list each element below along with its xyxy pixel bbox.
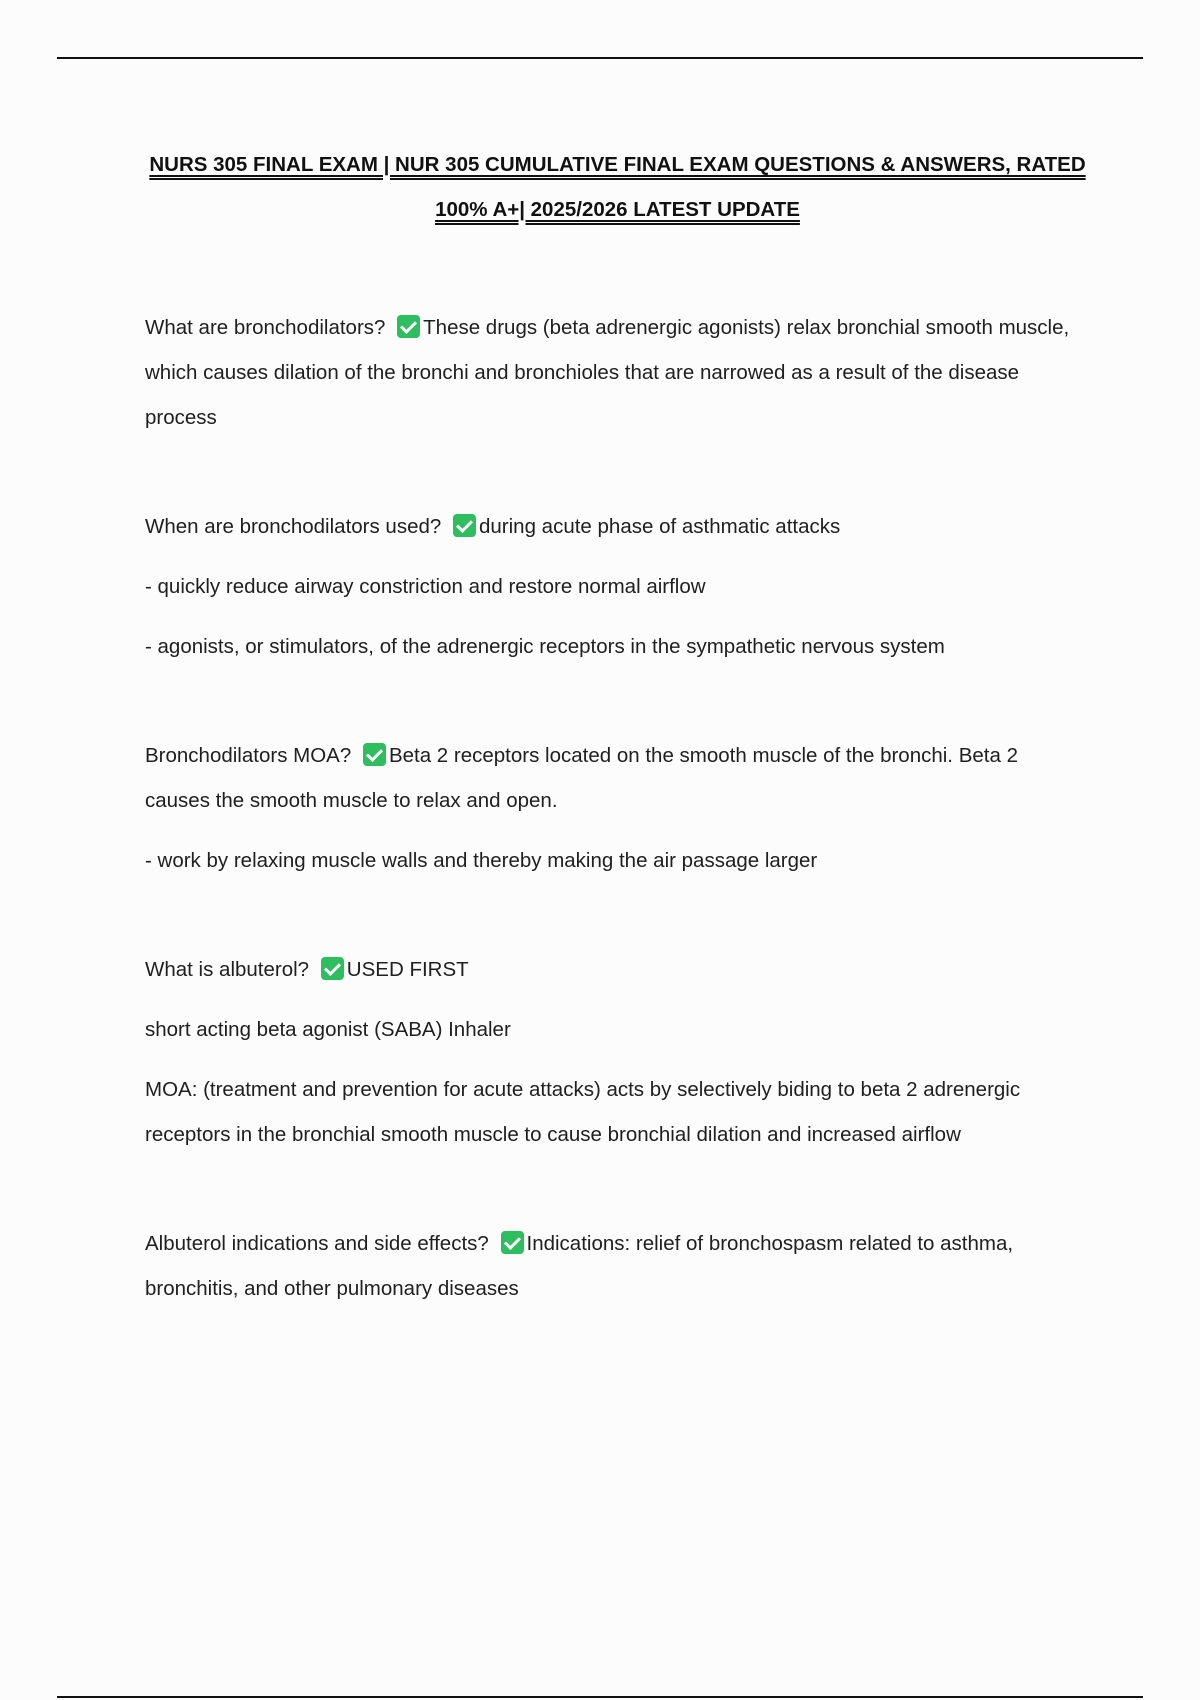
qa-item bbox=[145, 1221, 1085, 1311]
question-text: What is albuterol? bbox=[145, 958, 310, 981]
qa-list bbox=[145, 305, 1085, 1326]
answer-text: during acute phase of asthmatic attacks bbox=[479, 515, 841, 538]
answer-detail: - work by relaxing muscle walls and thereby making the air passage larger bbox=[145, 849, 818, 872]
answer-detail: MOA: (treatment and prevention for acute attacks) acts by selectively biding to beta 2 adrenergic receptors in the bronchial smooth muscle to cause bronchial dilation and increased airflow bbox=[145, 1078, 1021, 1146]
qa-question-answer bbox=[145, 504, 1085, 549]
qa-question-answer bbox=[145, 947, 1085, 992]
footer-rule bbox=[57, 1696, 1143, 1698]
question-text: Albuterol indications and side effects? bbox=[145, 1232, 489, 1255]
answer-text: These drugs (beta adrenergic agonists) relax bronchial smooth muscle, which causes dilation of the bronchi and bronchioles that are narrowed as a result of the disease process bbox=[145, 316, 1070, 429]
answer-detail: short acting beta agonist (SABA) Inhaler bbox=[145, 1018, 511, 1041]
qa-question-answer bbox=[145, 305, 1085, 440]
answer-text: Indications: relief of bronchospasm related to asthma, bronchitis, and other pulmonary diseases bbox=[145, 1232, 1014, 1300]
check-mark-icon bbox=[321, 957, 344, 980]
answer-text: Beta 2 receptors located on the smooth muscle of the bronchi. Beta 2 causes the smooth muscle to relax and open. bbox=[145, 744, 1018, 812]
check-mark-icon bbox=[453, 514, 476, 537]
check-mark-icon bbox=[363, 743, 386, 766]
document-title bbox=[130, 142, 1105, 232]
answer-text: USED FIRST bbox=[346, 958, 469, 981]
question-text: When are bronchodilators used? bbox=[145, 515, 442, 538]
qa-item bbox=[145, 504, 1085, 669]
qa-item bbox=[145, 305, 1085, 440]
header-rule bbox=[57, 57, 1143, 59]
question-text: Bronchodilators MOA? bbox=[145, 744, 352, 767]
answer-detail: - quickly reduce airway constriction and restore normal airflow bbox=[145, 575, 706, 598]
title-line-1: NURS 305 FINAL EXAM | NUR 305 CUMULATIVE FINAL EXAM QUESTIONS & ANSWERS, RATED bbox=[149, 153, 1086, 176]
qa-question-answer bbox=[145, 1221, 1085, 1311]
question-text: What are bronchodilators? bbox=[145, 316, 386, 339]
qa-item bbox=[145, 733, 1085, 883]
check-mark-icon bbox=[397, 315, 420, 338]
qa-question-answer bbox=[145, 733, 1085, 823]
check-mark-icon bbox=[501, 1231, 524, 1254]
title-line-2: 100% A+| 2025/2026 LATEST UPDATE bbox=[435, 198, 800, 221]
qa-item bbox=[145, 947, 1085, 1157]
answer-detail: - agonists, or stimulators, of the adrenergic receptors in the sympathetic nervous system bbox=[145, 635, 945, 658]
